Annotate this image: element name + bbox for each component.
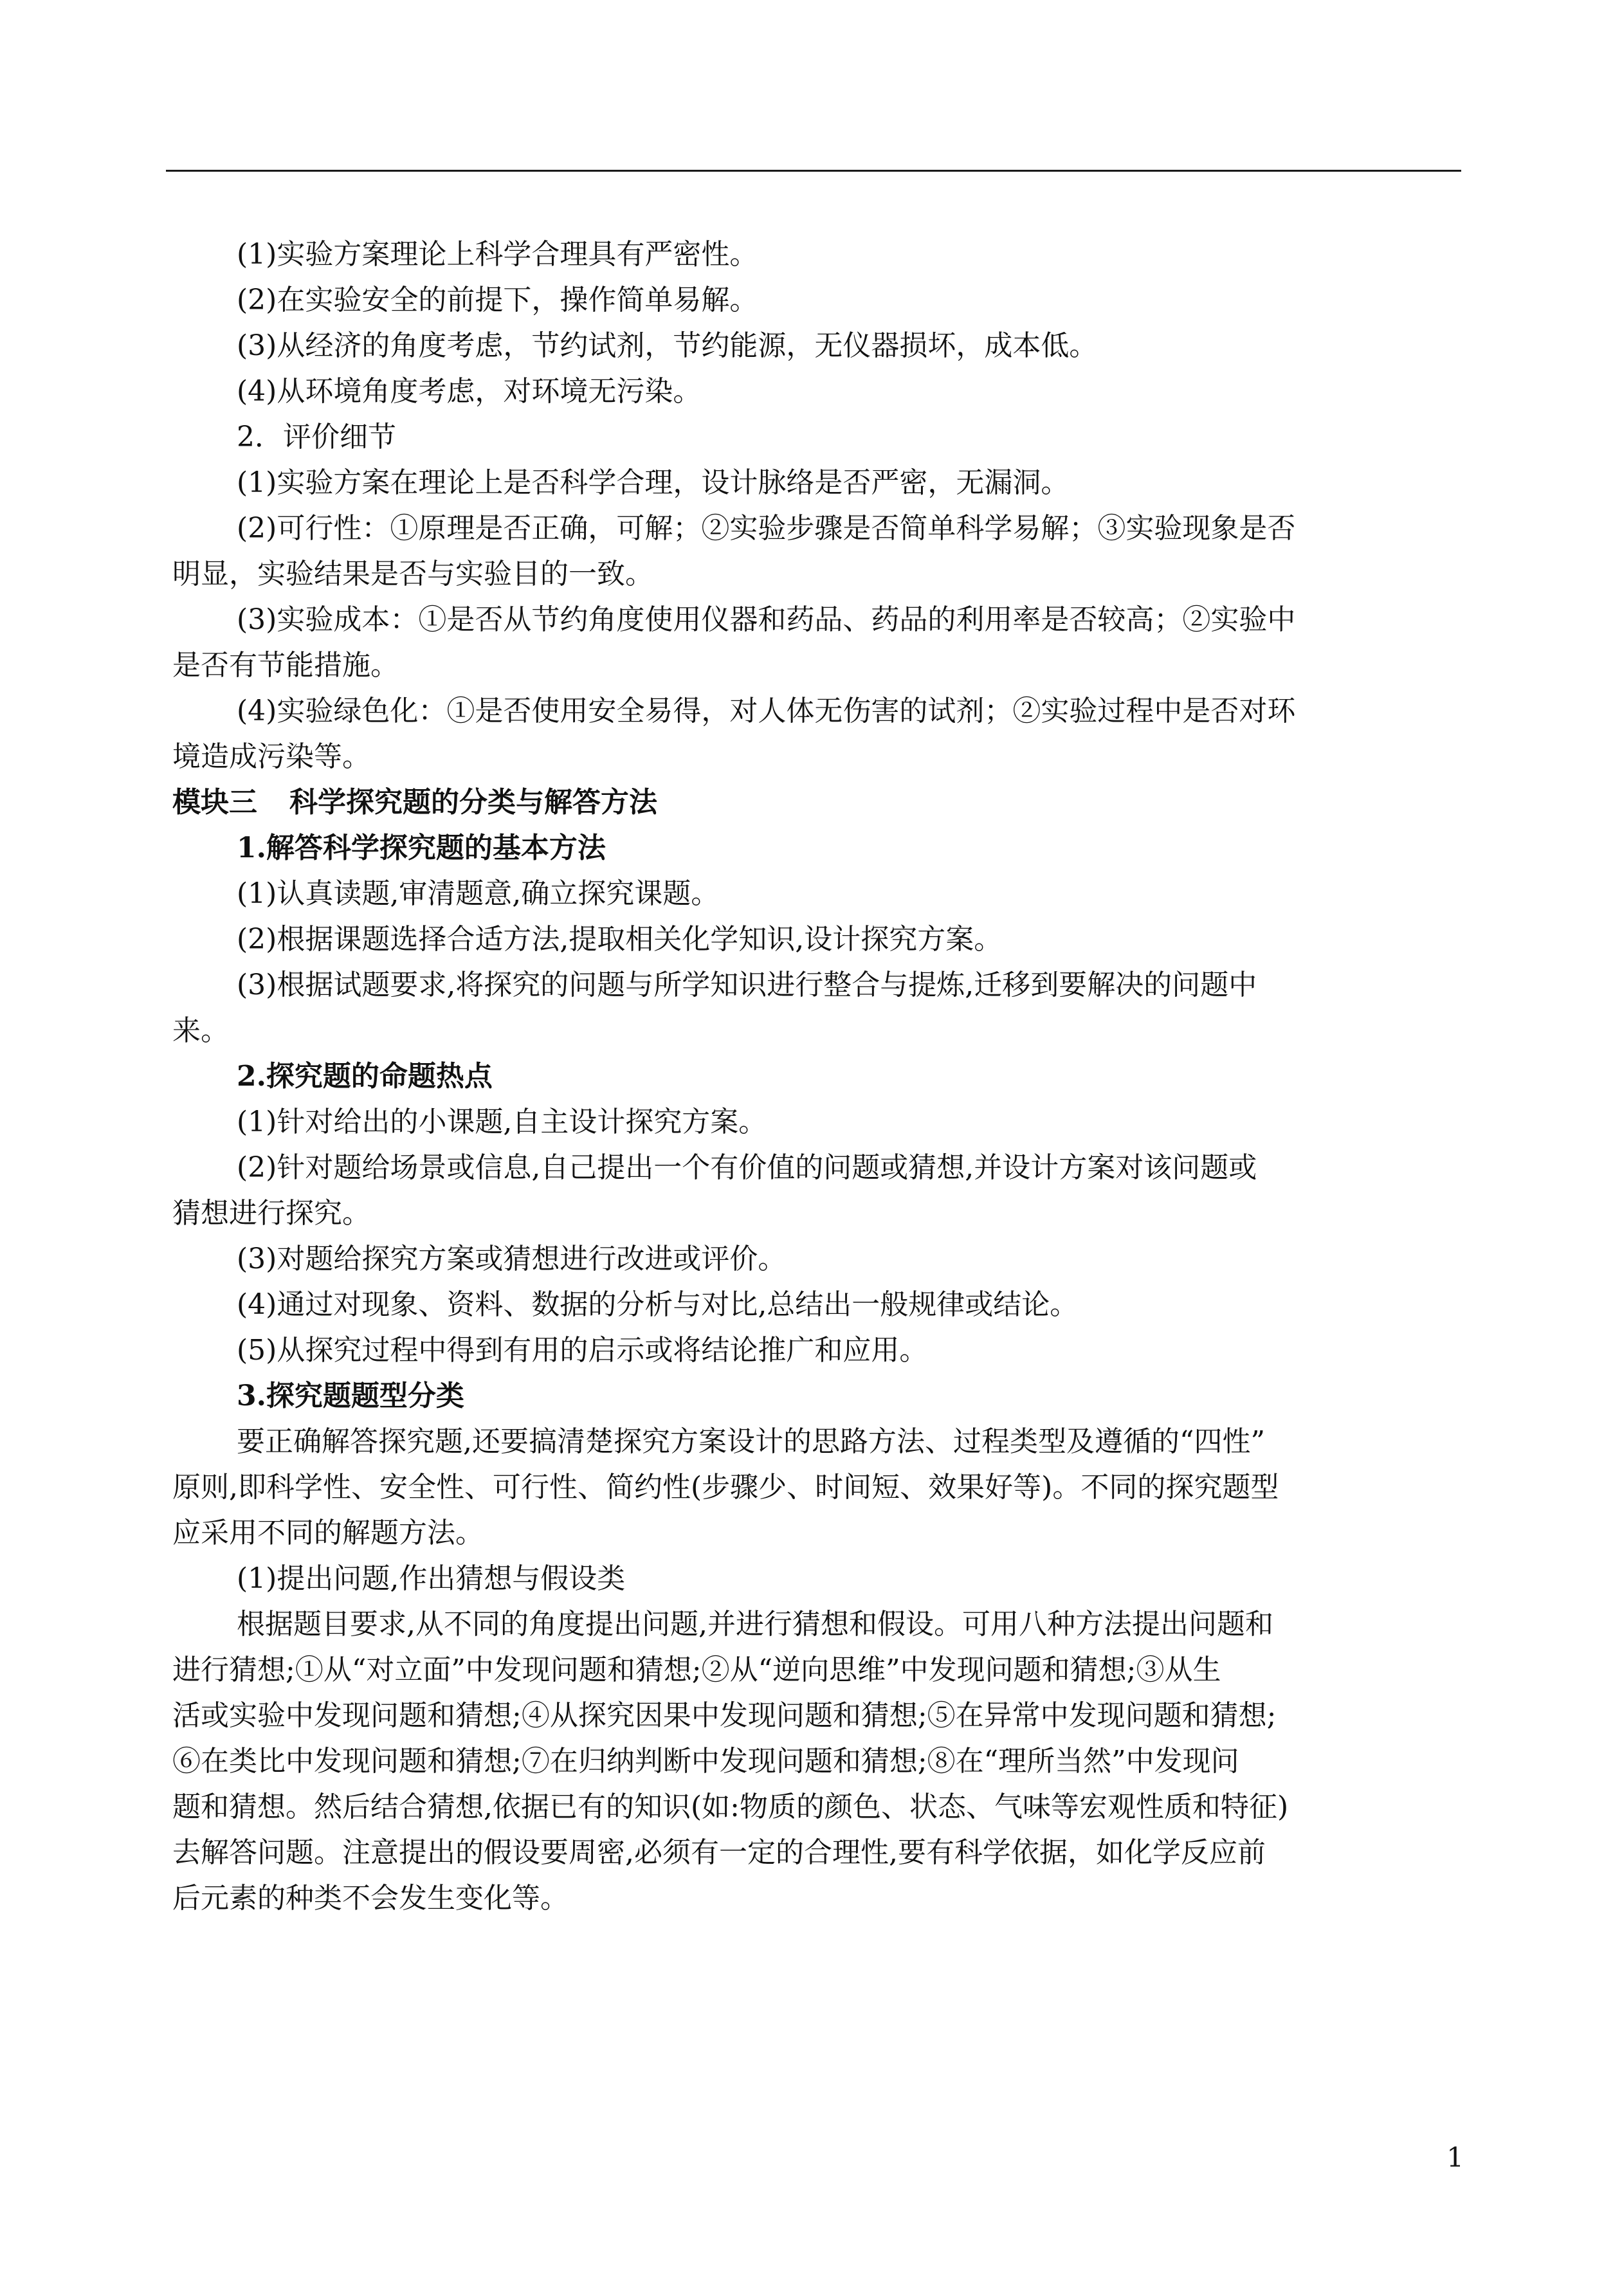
paragraph-line: 要正确解答探究题,还要搞清楚探究方案设计的思路方法、过程类型及遵循的“四性” [237,1425,1265,1458]
paragraph-line: (3)实验成本：①是否从节约角度使用仪器和药品、药品的利用率是否较高；②实验中 [237,603,1296,636]
paragraph-line: 猜想进行探究。 [172,1197,370,1230]
paragraph-line: 来。 [172,1014,229,1047]
paragraph-line: ⑥在类比中发现问题和猜想;⑦在归纳判断中发现问题和猜想;⑧在“理所当然”中发现问 [172,1745,1239,1778]
paragraph-line: 题和猜想。然后结合猜想,依据已有的知识(如:物质的颜色、状态、气味等宏观性质和特征) [172,1790,1289,1823]
paragraph-line: (5)从探究过程中得到有用的启示或将结论推广和应用。 [237,1334,928,1367]
subheading: 1.解答科学探究题的基本方法 [237,832,606,864]
section-label: 模块三 [172,786,257,819]
paragraph-line: (4)从环境角度考虑，对环境无污染。 [237,375,702,408]
paragraph-line: (3)从经济的角度考虑，节约试剂，节约能源，无仪器损坏，成本低。 [237,329,1098,362]
paragraph-line: (2)根据课题选择合适方法,提取相关化学知识,设计探究方案。 [237,923,1003,956]
paragraph-line: (2)可行性：①原理是否正确，可解；②实验步骤是否简单科学易解；③实验现象是否 [237,512,1296,545]
paragraph-line: 去解答问题。注意提出的假设要周密,必须有一定的合理性,要有科学依据，如化学反应前 [172,1836,1266,1869]
page-number: 1 [1446,2142,1464,2173]
paragraph-line: 是否有节能措施。 [172,649,399,682]
paragraph-line: (2)在实验安全的前提下，操作简单易解。 [237,284,758,316]
paragraph-line: 根据题目要求,从不同的角度提出问题,并进行猜想和假设。可用八种方法提出问题和 [237,1608,1273,1641]
paragraph-line: 应采用不同的解题方法。 [172,1517,484,1549]
paragraph-line: (3)根据试题要求,将探究的问题与所学知识进行整合与提炼,迁移到要解决的问题中 [237,969,1257,1001]
paragraph-line: (4)实验绿色化：①是否使用安全易得，对人体无伤害的试剂；②实验过程中是否对环 [237,695,1296,727]
paragraph-line: 进行猜想;①从“对立面”中发现问题和猜想;②从“逆向思维”中发现问题和猜想;③从生 [172,1654,1221,1686]
subheading: 2.探究题的命题热点 [237,1060,493,1093]
paragraph-line: (1)提出问题,作出猜想与假设类 [237,1562,626,1595]
paragraph-line: (1)实验方案理论上科学合理具有严密性。 [237,238,758,271]
paragraph-line: (1)针对给出的小课题,自主设计探究方案。 [237,1106,767,1138]
paragraph-line: 境造成污染等。 [172,740,370,773]
paragraph-line: (2)针对题给场景或信息,自己提出一个有价值的问题或猜想,并设计方案对该问题或 [237,1151,1257,1184]
paragraph-line: 明显，实验结果是否与实验目的一致。 [172,558,653,590]
paragraph-line: 原则,即科学性、安全性、可行性、简约性(步骤少、时间短、效果好等)。不同的探究题型 [172,1471,1279,1504]
subheading: 2．评价细节 [237,421,396,453]
section-heading [172,779,1461,825]
paragraph-line: (4)通过对现象、资料、数据的分析与对比,总结出一般规律或结论。 [237,1288,1079,1321]
paragraph-line: (3)对题给探究方案或猜想进行改进或评价。 [237,1243,787,1275]
paragraph-line: 后元素的种类不会发生变化等。 [172,1882,569,1915]
section-title: 科学探究题的分类与解答方法 [289,786,657,819]
header-rule [166,170,1461,172]
subheading: 3.探究题题型分类 [237,1380,464,1412]
paragraph-line: (1)认真读题,审清题意,确立探究课题。 [237,877,720,910]
paragraph-line: 活或实验中发现问题和猜想;④从探究因果中发现问题和猜想;⑤在异常中发现问题和猜想; [172,1699,1277,1732]
document-body [172,232,1461,1921]
paragraph-line: (1)实验方案在理论上是否科学合理，设计脉络是否严密，无漏洞。 [237,466,1070,499]
